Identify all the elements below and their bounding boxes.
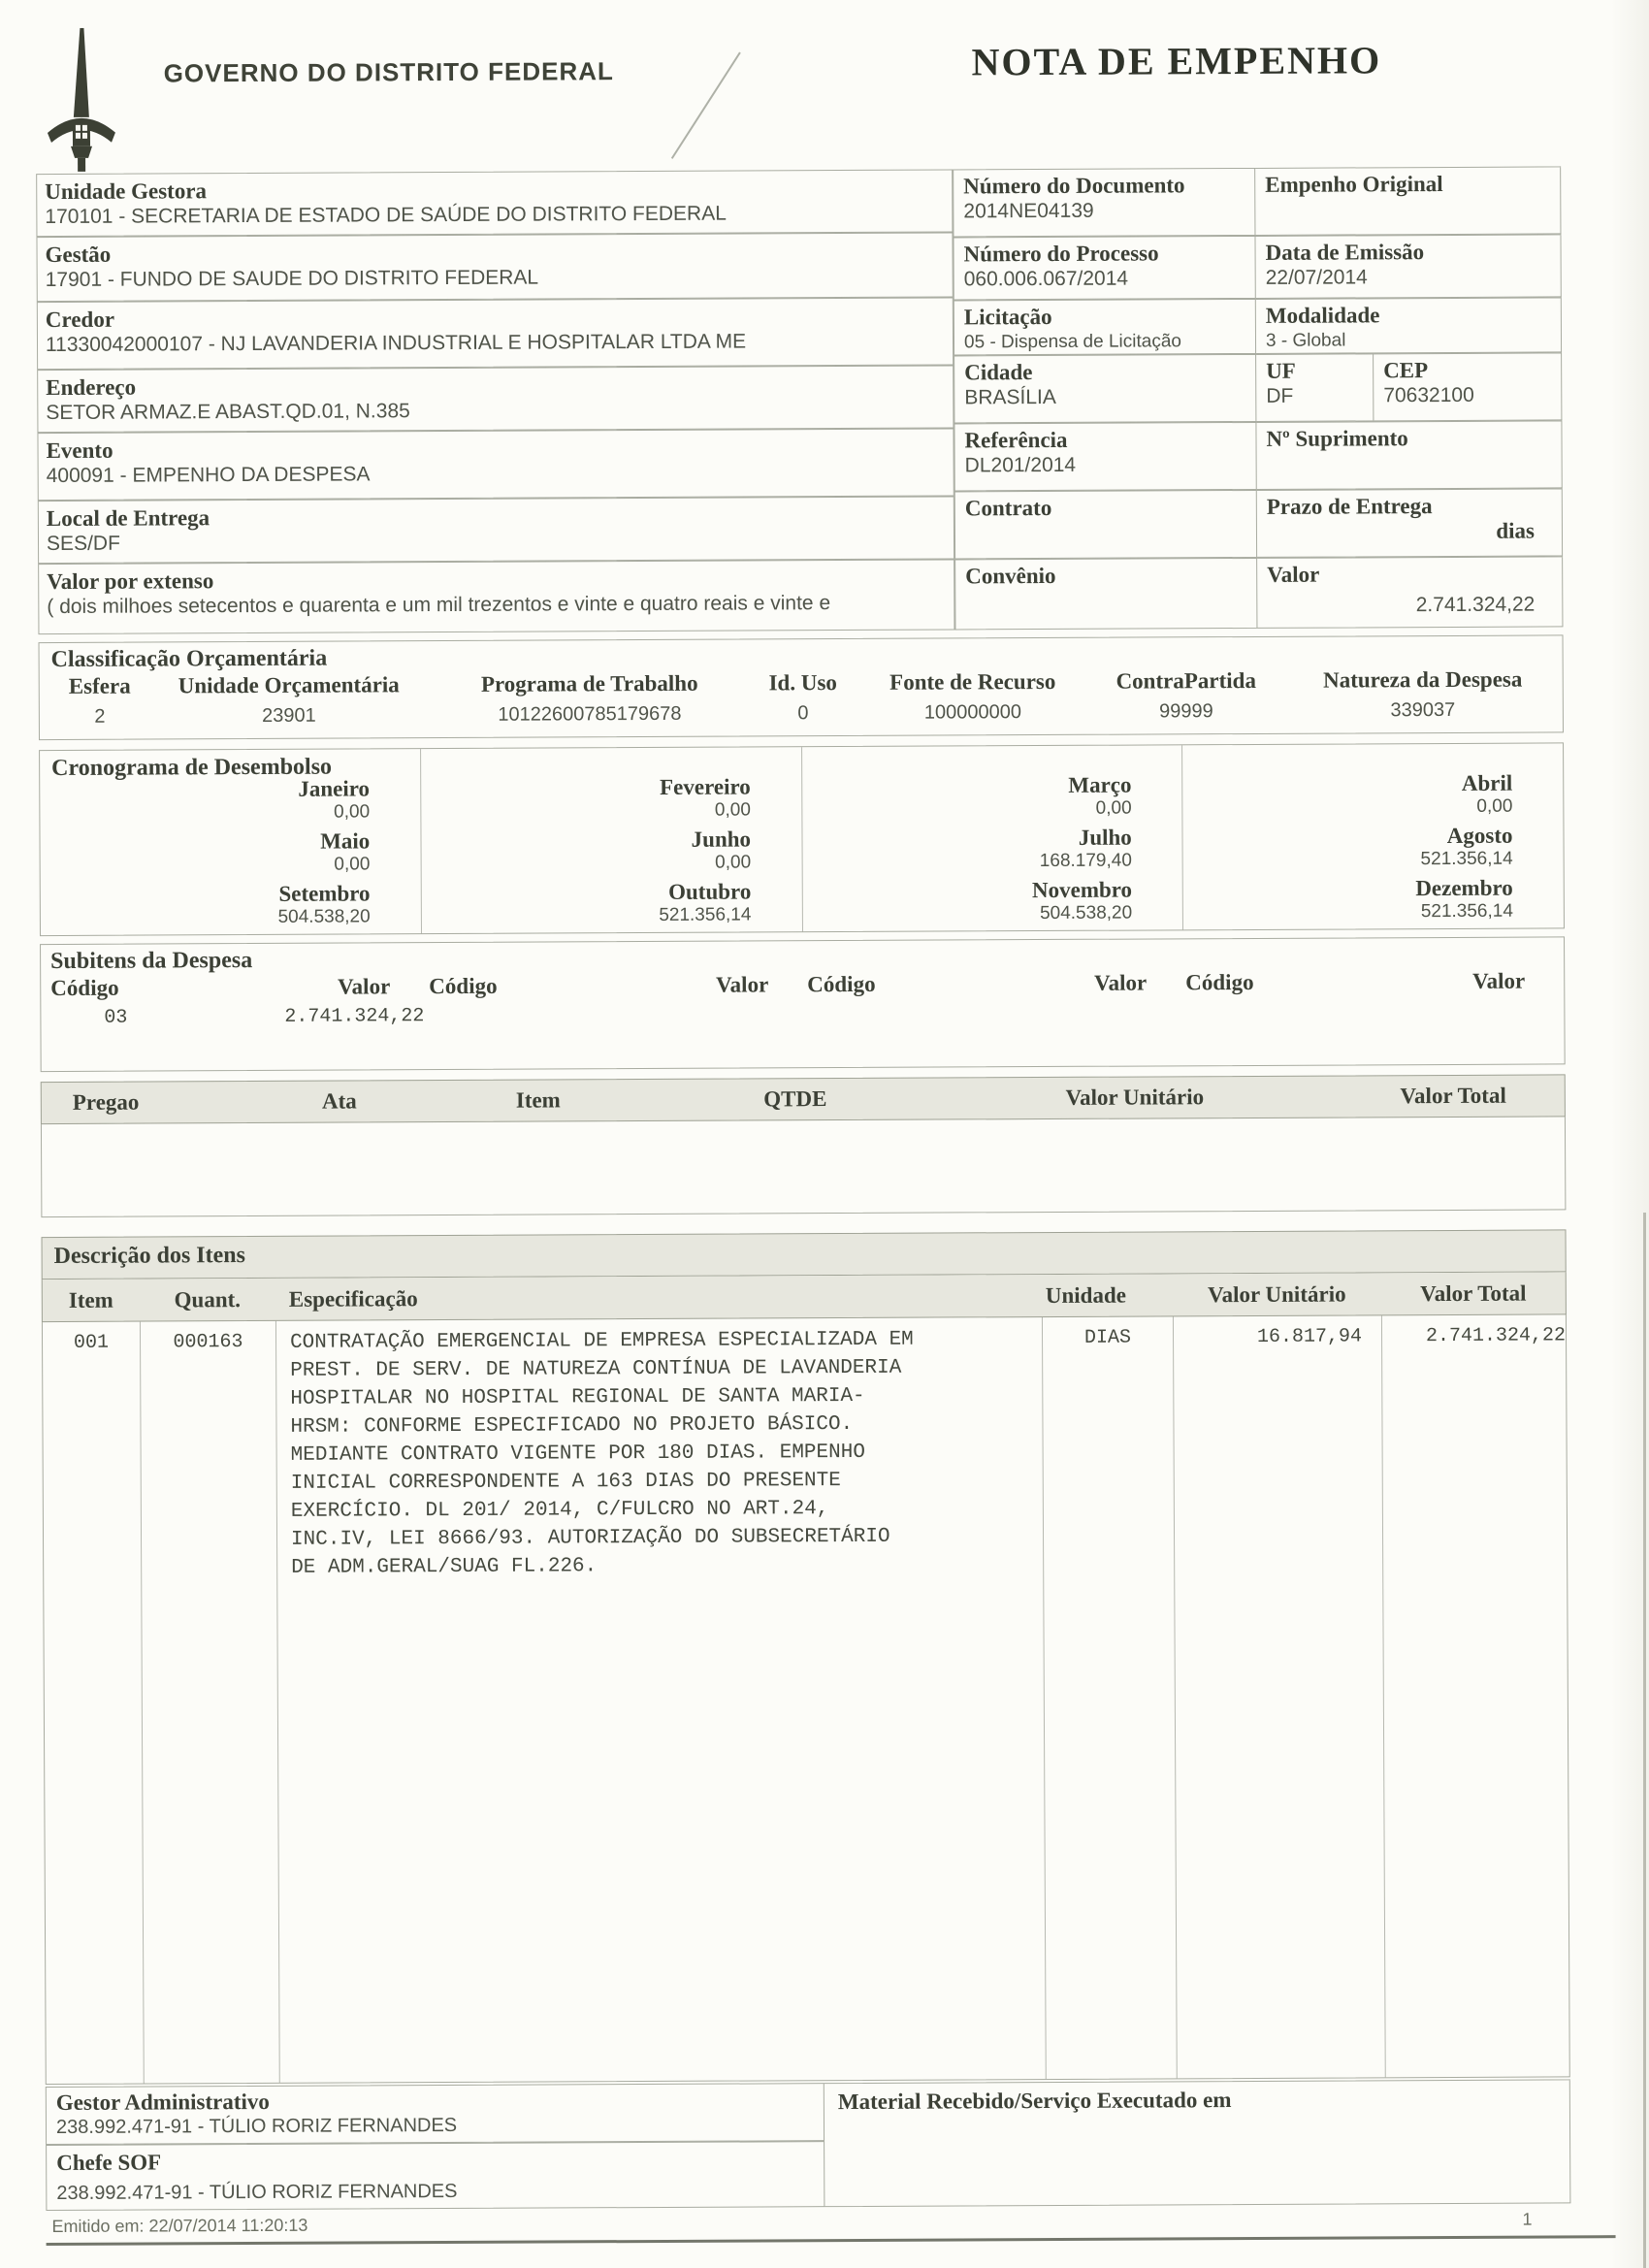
month-value: 0,00 <box>334 801 371 823</box>
signatures-left <box>46 2083 825 2211</box>
field-label: UF <box>1266 358 1296 383</box>
subitens-group <box>429 972 807 999</box>
field-label: CEP <box>1383 358 1429 383</box>
field-value: DL201/2014 <box>964 453 1077 477</box>
field-modalidade <box>1256 297 1562 354</box>
field-value: BRASÍLIA <box>964 385 1056 409</box>
col-value: 100000000 <box>923 701 1021 724</box>
field-label: Empenho Original <box>1265 171 1443 197</box>
col-esfera <box>51 674 148 729</box>
field-contrato <box>954 490 1257 560</box>
col-valor-unitario: Valor Unitário <box>1065 1085 1205 1110</box>
field-value: DF <box>1266 384 1294 407</box>
field-valor-por-extenso <box>38 559 954 634</box>
month-cell <box>802 772 1182 820</box>
month-cell <box>1182 770 1563 818</box>
subitens-row <box>50 999 1564 1029</box>
field-uf-cep <box>1256 352 1562 422</box>
field-label: Cidade <box>964 360 1033 385</box>
month-cell <box>1183 823 1564 870</box>
month-value: 0,00 <box>714 799 751 821</box>
field-numero-processo <box>953 236 1255 301</box>
field-evento <box>37 428 954 501</box>
field-chefe-sof <box>46 2141 824 2211</box>
section-classificacao-orcamentaria <box>39 634 1564 740</box>
month-label: Fevereiro <box>660 774 751 799</box>
month-label: Março <box>1068 772 1132 797</box>
col-valor-unitario: Valor Unitário <box>1208 1280 1346 1307</box>
month-cell <box>802 877 1182 924</box>
codigo-header: Código <box>1185 969 1254 995</box>
valor-header: Valor <box>338 974 391 999</box>
section-title: Descrição dos Itens <box>53 1243 245 1270</box>
col-label: Natureza da Despesa <box>1323 666 1523 693</box>
col-quant: Quant. <box>174 1286 242 1312</box>
itens-section-title-band <box>42 1229 1567 1280</box>
cell-valor-unitario: 16.817,94 <box>1173 1315 1385 2078</box>
subitem-codigo: 03 <box>104 1006 128 1029</box>
pregao-table-header <box>41 1074 1566 1124</box>
field-value: 060.006.067/2014 <box>963 267 1129 291</box>
col-label: Fonte de Recurso <box>889 668 1056 695</box>
codigo-header: Código <box>429 973 498 999</box>
month-label: Agosto <box>1446 823 1513 848</box>
month-cell <box>41 881 421 928</box>
col-label: Esfera <box>68 673 131 698</box>
field-value: SES/DF <box>46 532 120 556</box>
month-cell <box>421 774 801 822</box>
cell-item: 001 <box>73 1331 110 1354</box>
field-value: 05 - Dispensa de Licitação <box>963 331 1181 353</box>
month-value: 521.356,14 <box>1420 900 1513 923</box>
field-label: Valor <box>1267 562 1320 587</box>
col-pregao: Pregao <box>72 1089 140 1115</box>
valor-header: Valor <box>1094 970 1148 995</box>
field-label: Valor por extenso <box>47 568 214 595</box>
cell-especificacao: CONTRATAÇÃO EMERGENCIAL DE EMPRESA ESPECIALIZADA EM PREST. DE SERV. DE NATUREZA CONTÍNUA DE LAVANDERIA HOSPITALAR NO HOSPITAL REGIONAL DE SANTA MARIA- HRSM: CONFORME ESPECIFICADO NO PROJETO BÁSICO. MEDIANTE CONTRATO VIGENTE POR 180 DIAS. EMPENHO INICIAL CORRESPONDENTE A 163 DIAS DO PRESENTE EXERCÍCIO. DL 201/ 2014, C/FULCRO NO ART.24, INC.IV, LEI 8666/93. AUTORIZAÇÃO DO SUBSECRETÁRIO DE ADM.GERAL/SUAG FL.226. <box>275 1317 1046 2083</box>
month-cell <box>1183 875 1564 923</box>
col-item: Item <box>68 1287 113 1312</box>
section-title: Classificação Orçamentária <box>50 645 328 673</box>
col-label: Unidade Orçamentária <box>178 672 400 698</box>
month-label: Junho <box>691 826 752 852</box>
month-label: Abril <box>1461 770 1513 795</box>
field-local-entrega <box>38 496 954 564</box>
subitens-header <box>50 968 1564 1001</box>
codigo-header: Código <box>807 971 876 997</box>
col-id-uso <box>750 670 857 727</box>
row-licitacao-modalidade <box>954 297 1562 355</box>
agency-name: GOVERNO DO DISTRITO FEDERAL <box>163 56 614 88</box>
col-unidade: Unidade <box>1045 1282 1126 1308</box>
month-value: 0,00 <box>1095 797 1132 819</box>
field-label: Chefe SOF <box>56 2150 162 2176</box>
pregao-table-body-empty <box>41 1117 1566 1217</box>
field-uf <box>1256 354 1373 421</box>
field-referencia <box>954 422 1256 492</box>
col-ata: Ata <box>321 1088 357 1114</box>
col-valor-total: Valor Total <box>1400 1083 1506 1109</box>
col-fonte-recurso <box>857 669 1089 726</box>
page-number: 1 <box>1522 2209 1533 2229</box>
month-value: 521.356,14 <box>1420 848 1513 870</box>
cronograma-col-4 <box>1181 743 1564 929</box>
field-label: Licitação <box>963 304 1052 330</box>
cronograma-col-3 <box>801 745 1183 931</box>
cell-unidade: DIAS <box>1042 1316 1177 2079</box>
signatures-section <box>46 2079 1571 2211</box>
month-label: Dezembro <box>1415 875 1513 901</box>
field-licitacao <box>954 299 1256 356</box>
month-value: 504.538,20 <box>1039 902 1133 924</box>
field-label: Gestor Administrativo <box>55 2089 270 2116</box>
document-title: NOTA DE EMPENHO <box>971 38 1382 84</box>
month-label: Julho <box>1078 825 1132 850</box>
field-cidade <box>954 354 1256 424</box>
form-left-column <box>36 169 954 634</box>
col-contrapartida <box>1089 668 1283 725</box>
row-processo-emissao <box>953 234 1561 300</box>
col-label: Programa de Trabalho <box>480 670 698 697</box>
valor-header: Valor <box>716 972 769 997</box>
col-label: ContraPartida <box>1116 667 1256 694</box>
field-data-emissao <box>1255 234 1561 299</box>
col-value: 339037 <box>1390 698 1456 722</box>
subitem-valor: 2.741.324,22 <box>284 1005 425 1028</box>
cronograma-col-2 <box>420 747 802 933</box>
field-gestor-administrativo <box>46 2083 824 2145</box>
field-value: 2014NE04139 <box>963 199 1094 223</box>
form-top-grid <box>36 166 1563 634</box>
col-valor-total: Valor Total <box>1420 1280 1527 1306</box>
codigo-header: Código <box>50 975 119 1001</box>
month-label: Setembro <box>278 881 371 906</box>
month-value: 168.179,40 <box>1039 850 1132 872</box>
field-label: Credor <box>45 307 115 333</box>
field-label: Número do Documento <box>963 173 1185 199</box>
month-value: 0,00 <box>1476 795 1513 817</box>
field-value: 238.992.471-91 - TÚLIO RORIZ FERNANDES <box>55 2114 458 2139</box>
month-value: 504.538,20 <box>277 906 371 927</box>
row-referencia-suprimento <box>954 420 1562 491</box>
row-contrato-prazo <box>954 488 1563 559</box>
scan-artifact-edge-tint <box>1610 0 1649 2268</box>
field-label: Modalidade <box>1265 303 1380 328</box>
field-label: Data de Emissão <box>1265 240 1425 265</box>
field-value: 238.992.471-91 - TÚLIO RORIZ FERNANDES <box>56 2180 458 2205</box>
subitens-group <box>1185 968 1564 995</box>
col-value: 10122600785179678 <box>498 702 682 726</box>
field-label: Nº Suprimento <box>1266 426 1408 451</box>
emitted-timestamp: Emitido em: 22/07/2014 11:20:13 <box>51 2215 308 2237</box>
subitens-group <box>807 970 1185 997</box>
month-label: Outubro <box>668 879 752 904</box>
section-title: Cronograma de Desembolso <box>51 754 333 782</box>
row-convenio-valor <box>954 556 1563 630</box>
row-documento-empenho <box>953 166 1561 237</box>
field-empenho-original <box>1255 166 1561 236</box>
field-label: Convênio <box>965 563 1056 589</box>
cell-valor-total: 2.741.324,22 <box>1381 1314 1569 2077</box>
field-credor <box>37 297 954 370</box>
col-programa-trabalho <box>430 670 750 728</box>
field-valor <box>1257 556 1563 629</box>
col-item: Item <box>515 1087 561 1113</box>
page-content <box>35 20 1570 2246</box>
field-value: 2.741.324,22 <box>1415 593 1536 617</box>
section-title: Subitens da Despesa <box>50 948 253 975</box>
field-unidade-gestora <box>36 169 953 237</box>
field-value: 17901 - FUNDO DE SAUDE DO DISTRITO FEDERAL <box>45 266 539 292</box>
col-unidade-orcamentaria <box>148 672 430 729</box>
month-cell <box>421 826 801 874</box>
col-value: 2 <box>94 705 106 728</box>
document-header <box>35 20 1561 174</box>
month-label: Janeiro <box>298 776 371 801</box>
field-value: ( dois milhoes setecentos e quarenta e um mil trezentos e vinte e quatro reais e vinte e <box>47 592 831 619</box>
field-value: 170101 - SECRETARIA DE ESTADO DE SAÚDE DO DISTRITO FEDERAL <box>45 202 727 229</box>
field-endereco <box>37 365 954 433</box>
month-cell <box>40 828 420 876</box>
form-right-column <box>953 166 1563 630</box>
col-value: 23901 <box>262 704 316 727</box>
row-cidade-uf-cep <box>954 352 1562 423</box>
field-label: Unidade Gestora <box>45 178 208 205</box>
field-label: Gestão <box>45 242 112 268</box>
field-label: Número do Processo <box>963 241 1159 267</box>
field-label: Contrato <box>964 495 1052 521</box>
month-cell <box>421 879 801 926</box>
section-cronograma-desembolso <box>39 742 1565 936</box>
col-natureza-despesa <box>1283 666 1563 723</box>
field-material-recebido <box>824 2079 1571 2207</box>
field-value: SETOR ARMAZ.E ABAST.QD.01, N.385 <box>46 400 410 425</box>
field-label: Endereço <box>46 374 137 401</box>
field-value: dias <box>1496 518 1536 543</box>
field-value: 3 - Global <box>1265 330 1346 351</box>
col-qtde: QTDE <box>763 1086 827 1112</box>
col-value: 99999 <box>1159 700 1213 723</box>
col-label: Id. Uso <box>768 670 837 696</box>
field-numero-documento <box>953 168 1255 238</box>
field-label: Prazo de Entrega <box>1266 494 1433 519</box>
classificacao-columns <box>51 666 1563 729</box>
field-value: 11330042000107 - NJ LAVANDERIA INDUSTRIAL E HOSPITALAR LTDA ME <box>45 330 747 357</box>
field-value: 70632100 <box>1383 383 1474 407</box>
month-label: Novembro <box>1031 877 1133 903</box>
subitens-group <box>50 974 429 1001</box>
scan-artifact-scratch <box>671 51 741 158</box>
field-label: Referência <box>964 427 1068 453</box>
month-value: 521.356,14 <box>659 904 752 925</box>
footer-rule <box>47 2235 1616 2246</box>
field-prazo-entrega <box>1257 488 1563 558</box>
month-value: 0,00 <box>715 852 752 873</box>
col-value: 0 <box>797 702 809 725</box>
field-gestao <box>36 232 953 302</box>
itens-table-header <box>42 1272 1567 1322</box>
field-label: Local de Entrega <box>46 505 210 532</box>
valor-header: Valor <box>1472 968 1526 993</box>
field-numero-suprimento <box>1256 420 1562 490</box>
month-cell <box>40 776 420 824</box>
field-cep <box>1373 353 1561 420</box>
field-value: 400091 - EMPENHO DA DESPESA <box>46 463 371 488</box>
field-value: 22/07/2014 <box>1265 266 1368 289</box>
field-convenio <box>954 558 1257 631</box>
section-subitens-despesa <box>40 936 1566 1072</box>
cell-quant: 000163 <box>140 1321 279 2084</box>
month-value: 0,00 <box>334 854 371 875</box>
field-label: Material Recebido/Serviço Executado em <box>837 2088 1232 2115</box>
field-label: Evento <box>46 437 113 464</box>
month-cell <box>802 825 1182 872</box>
itens-table-row <box>42 1314 1570 2085</box>
gdf-logo-icon <box>43 28 119 178</box>
col-especificacao: Especificação <box>288 1285 418 1312</box>
month-label: Maio <box>320 828 371 854</box>
